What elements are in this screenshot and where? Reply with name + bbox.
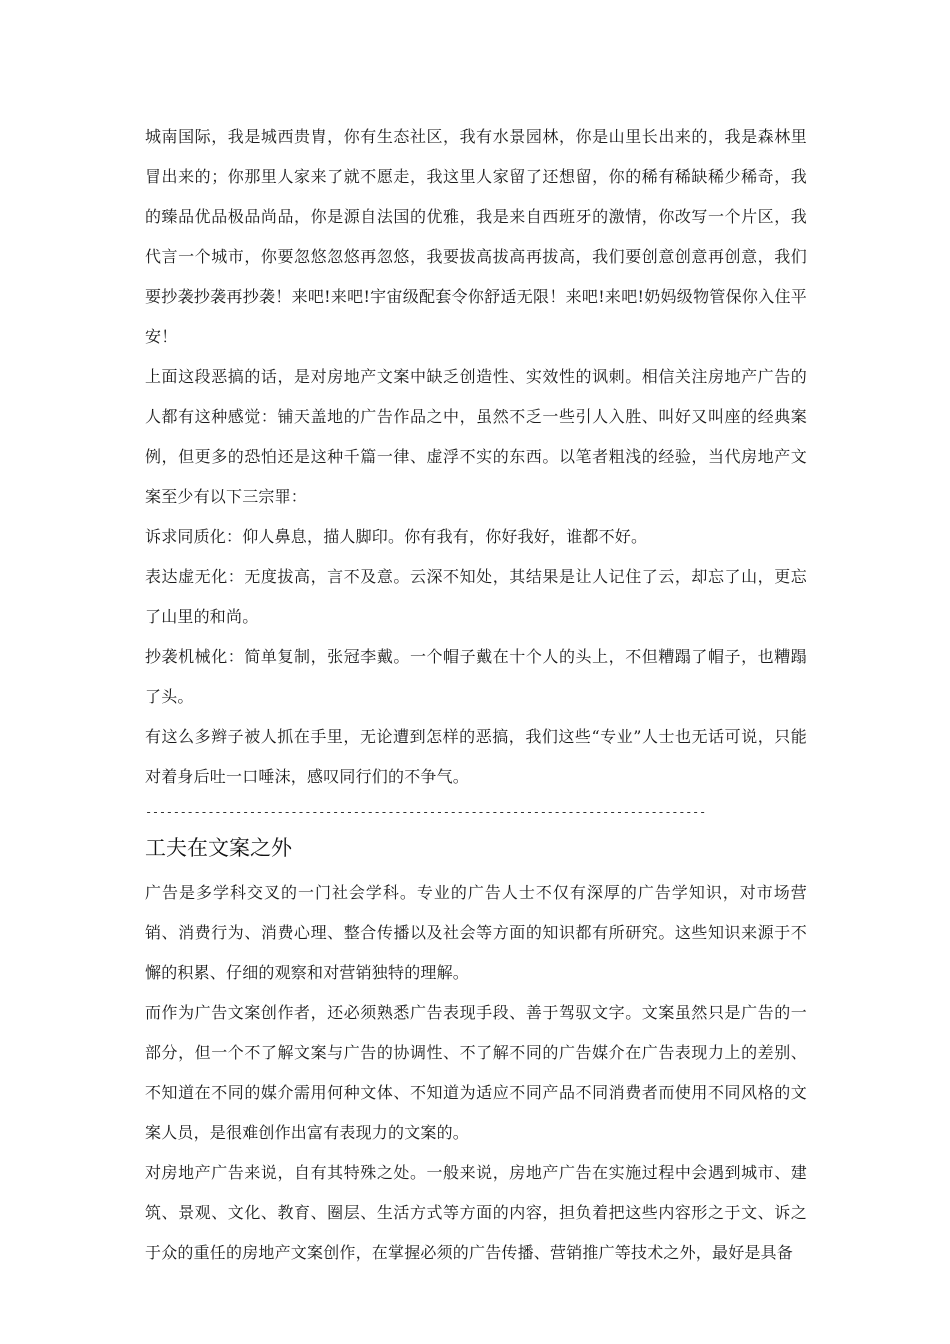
section-title: 工夫在文案之外	[145, 836, 292, 860]
paragraph-parody: 城南国际，我是城西贵胄，你有生态社区，我有水景园林，你是山里长出来的，我是森林里冒出来的；你那里人家来了就不愿走，我这里人家留了还想留，你的稀有稀缺稀少稀奇，我的臻品优品极品尚品，你是源自法国的优雅，我是来自西班牙的激情，你改写一个片区，我代言一个城市，你要忽悠忽悠再忽悠，我要拔高拔高再拔高，我们要创意创意再创意，我们要抄袭抄袭再抄袭！来吧!来吧!宇宙级配套令你舒适无限！来吧!来吧!奶妈级物管保你入住平安！	[145, 127, 807, 346]
document-page	[145, 117, 807, 1273]
dashed-divider: ---------------------------------------------------------------------------------	[145, 805, 706, 819]
section-intro	[145, 117, 807, 797]
paragraph-sin-2: 表达虚无化：无度拔高，言不及意。云深不知处，其结果是让人记住了云，却忘了山，更忘了山里的和尚。	[145, 567, 807, 626]
paragraph-real-estate: 对房地产广告来说，自有其特殊之处。一般来说，房地产广告在实施过程中会遇到城市、建筑、景观、文化、教育、圈层、生活方式等方面的内容，担负着把这些内容形之于文、诉之于众的重任的房地产文案创作，在掌握必须的广告传播、营销推广等技术之外，最好是具备	[145, 1163, 807, 1262]
paragraph-copywriter: 而作为广告文案创作者，还必须熟悉广告表现手段、善于驾驭文字。文案虽然只是广告的一部分，但一个不了解文案与广告的协调性、不了解不同的广告媒介在广告表现力上的差别、不知道在不同的媒介需用何种文体、不知道为适应不同产品不同消费者而使用不同风格的文案人员，是很难创作出富有表现力的文案的。	[145, 1003, 807, 1142]
section-main	[145, 827, 807, 1273]
paragraph-discipline: 广告是多学科交叉的一门社会学科。专业的广告人士不仅有深厚的广告学知识，对市场营销、消费行为、消费心理、整合传播以及社会等方面的知识都有所研究。这些知识来源于不懈的积累、仔细的观察和对营销独特的理解。	[145, 883, 807, 982]
paragraph-sin-3: 抄袭机械化：简单复制，张冠李戴。一个帽子戴在十个人的头上，不但糟蹋了帽子，也糟蹋了头。	[145, 647, 807, 706]
paragraph-sin-1: 诉求同质化：仰人鼻息，描人脚印。你有我有，你好我好，谁都不好。	[145, 527, 648, 546]
paragraph-critique: 上面这段恶搞的话，是对房地产文案中缺乏创造性、实效性的讽刺。相信关注房地产广告的人都有这种感觉：铺天盖地的广告作品之中，虽然不乏一些引人入胜、叫好又叫座的经典案例，但更多的恐怕还是这种千篇一律、虚浮不实的东西。以笔者粗浅的经验，当代房地产文案至少有以下三宗罪：	[145, 367, 807, 506]
paragraph-conclusion: 有这么多辫子被人抓在手里，无论遭到怎样的恶搞，我们这些“专业”人士也无话可说，只能对着身后吐一口唾沫，感叹同行们的不争气。	[145, 727, 807, 786]
